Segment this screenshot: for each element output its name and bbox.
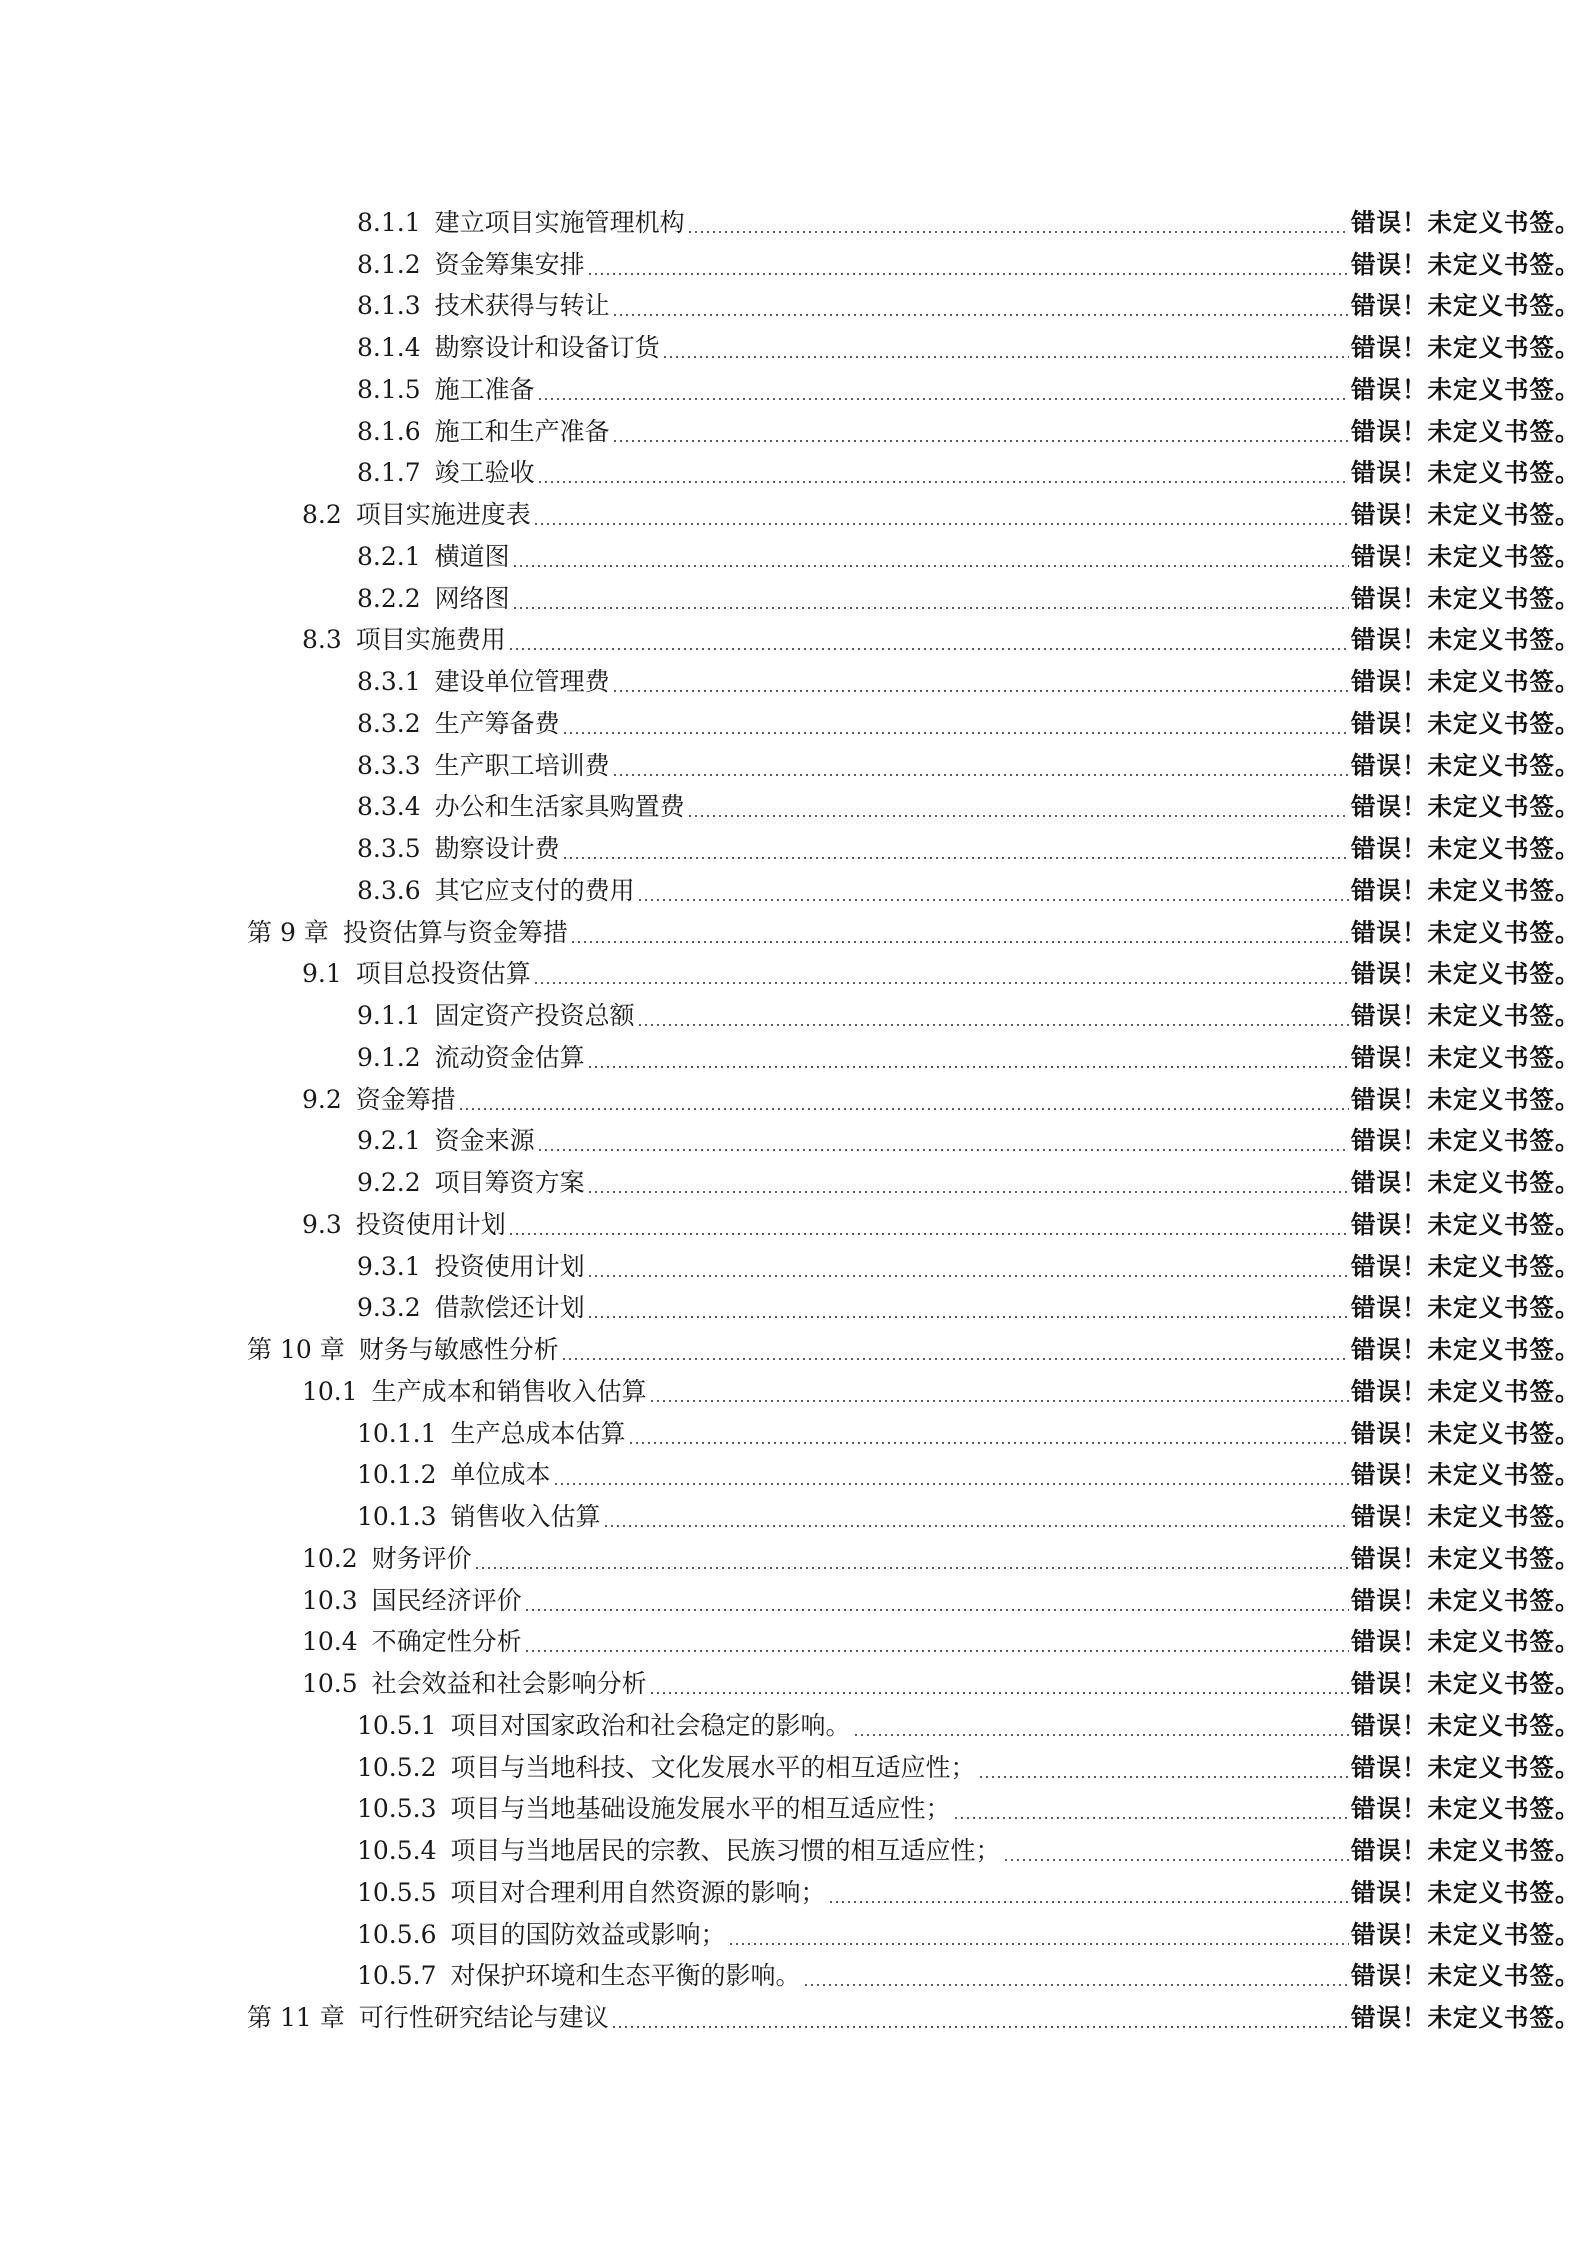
toc-dot-leader: [474, 1558, 1349, 1570]
toc-dot-leader: [570, 932, 1349, 944]
toc-entry-link[interactable]: [302, 1085, 456, 1115]
toc-entry-number: 10.5.2: [357, 1752, 437, 1782]
toc-entry-page-ref: 错误！未定义书签。: [1351, 959, 1581, 989]
toc-entry-number: 8.2.1: [357, 541, 421, 571]
toc-entry-number: 9.2: [302, 1084, 342, 1114]
toc-entry-page-ref: 错误！未定义书签。: [1351, 1543, 1581, 1573]
toc-entry-link[interactable]: [357, 1293, 585, 1323]
toc-entry-number: 8.3: [302, 625, 342, 655]
toc-entry-title: 施工准备: [434, 374, 535, 404]
toc-entry-title: 横道图: [434, 541, 510, 571]
toc-entry-link[interactable]: [247, 1335, 559, 1365]
toc-entry-page-ref: 错误！未定义书签。: [1351, 333, 1581, 363]
toc-entry-number: 8.1.5: [357, 374, 421, 404]
toc-entry-page-ref: 错误！未定义书签。: [1351, 1585, 1581, 1615]
toc-entry-page-ref: 错误！未定义书签。: [1351, 834, 1581, 864]
toc-dot-leader: [561, 1349, 1349, 1361]
toc-entry[interactable]: [0, 1246, 1594, 1288]
toc-entry[interactable]: [0, 536, 1594, 578]
toc-entry-title: 勘察设计费: [434, 834, 560, 864]
toc-dot-leader: [512, 598, 1349, 610]
toc-entry-title: 网络图: [434, 583, 510, 613]
toc-dot-leader: [662, 347, 1349, 359]
toc-dot-leader: [603, 1516, 1349, 1528]
toc-entry[interactable]: [0, 745, 1594, 787]
toc-entry-title: 建设单位管理费: [434, 667, 610, 697]
toc-entry-page-ref: 错误！未定义书签。: [1351, 541, 1581, 571]
toc-entry-link[interactable]: [357, 1001, 635, 1031]
toc-entry[interactable]: [0, 1455, 1594, 1497]
toc-entry-title: 项目实施费用: [355, 625, 506, 655]
toc-entry[interactable]: [0, 1496, 1594, 1538]
toc-entry-title: 生产职工培训费: [434, 750, 610, 780]
toc-dot-leader: [587, 1182, 1349, 1194]
toc-entry-number: 9.3.1: [357, 1251, 421, 1281]
toc-entry-title: 其它应支付的费用: [434, 875, 635, 905]
toc-entry-title: 可行性研究结论与建议: [358, 2003, 609, 2033]
toc-entry-title: 技术获得与转让: [434, 291, 610, 321]
toc-entry-page-ref: 错误！未定义书签。: [1351, 1460, 1581, 1490]
toc-entry-link[interactable]: [357, 584, 510, 614]
toc-entry-page-ref: 错误！未定义书签。: [1351, 1877, 1581, 1907]
toc-entry-number: 10.2: [302, 1543, 358, 1573]
toc-entry-title: 生产总成本估算: [450, 1418, 626, 1448]
toc-entry-page-ref: 错误！未定义书签。: [1351, 1627, 1581, 1657]
toc-entry-title: 财务与敏感性分析: [358, 1335, 559, 1365]
toc-entry-title: 项目与当地居民的宗教、民族习惯的相互适应性；: [450, 1836, 1001, 1866]
toc-entry-link[interactable]: [247, 918, 568, 948]
toc-dot-leader: [612, 765, 1349, 777]
toc-entry-link[interactable]: [302, 1627, 522, 1657]
toc-entry-title: 项目实施进度表: [355, 500, 531, 530]
toc-entry-page-ref: 错误！未定义书签。: [1351, 1042, 1581, 1072]
toc-entry-link[interactable]: [357, 1043, 585, 1073]
toc-dot-leader: [587, 264, 1349, 276]
toc-dot-leader: [803, 1975, 1349, 1987]
toc-entry-number: 10.3: [302, 1585, 358, 1615]
toc-entry-title: 投资使用计划: [434, 1251, 585, 1281]
toc-entry-number: 8.1.7: [357, 458, 421, 488]
toc-entry[interactable]: [0, 327, 1594, 369]
toc-entry-title: 项目总投资估算: [355, 959, 531, 989]
toc-dot-leader: [533, 514, 1349, 526]
toc-entry[interactable]: [0, 1872, 1594, 1914]
toc-entry-title: 项目与当地基础设施发展水平的相互适应性；: [450, 1794, 951, 1824]
toc-dot-leader: [649, 1683, 1349, 1695]
toc-entry-page-ref: 错误！未定义书签。: [1351, 458, 1581, 488]
toc-entry-title: 流动资金估算: [434, 1042, 585, 1072]
toc-entry-link[interactable]: [357, 1126, 535, 1156]
toc-entry-page-ref: 错误！未定义书签。: [1351, 1209, 1581, 1239]
toc-entry-number: 8.3.3: [357, 750, 421, 780]
toc-dot-leader: [612, 681, 1349, 693]
toc-entry-page-ref: 错误！未定义书签。: [1351, 625, 1581, 655]
toc-entry-link[interactable]: [357, 667, 610, 697]
toc-dot-leader: [611, 2017, 1349, 2029]
toc-entry-title: 办公和生活家具购置费: [434, 792, 685, 822]
toc-entry[interactable]: [0, 1371, 1594, 1413]
toc-entry-number: 8.2: [302, 500, 342, 530]
toc-entry-page-ref: 错误！未定义书签。: [1351, 291, 1581, 321]
toc-entry[interactable]: [0, 1747, 1594, 1789]
toc-dot-leader: [537, 1140, 1349, 1152]
toc-entry[interactable]: [0, 494, 1594, 536]
toc-entry-number: 8.1.1: [357, 207, 421, 237]
toc-entry-number: 8.1.4: [357, 333, 421, 363]
toc-entry-link[interactable]: [357, 1836, 1001, 1866]
toc-entry-title: 项目筹资方案: [434, 1168, 585, 1198]
toc-entry-link[interactable]: [302, 959, 531, 989]
toc-entry[interactable]: [0, 1162, 1594, 1204]
toc-entry-page-ref: 错误！未定义书签。: [1351, 667, 1581, 697]
toc-dot-leader: [537, 389, 1349, 401]
toc-entry[interactable]: [0, 1914, 1594, 1956]
toc-entry-link[interactable]: [357, 1419, 626, 1449]
toc-entry-number: 第 11 章: [247, 2003, 345, 2033]
toc-entry-link[interactable]: [302, 625, 506, 655]
toc-entry-number: 10.1.2: [357, 1460, 437, 1490]
toc-entry-page-ref: 错误！未定义书签。: [1351, 792, 1581, 822]
toc-entry-number: 9.1: [302, 959, 342, 989]
toc-entry[interactable]: [0, 995, 1594, 1037]
toc-entry-number: 9.3: [302, 1209, 342, 1239]
toc-entry-title: 项目对合理利用自然资源的影响；: [450, 1877, 826, 1907]
toc-entry[interactable]: [0, 411, 1594, 453]
toc-entry-link[interactable]: [357, 709, 560, 739]
toc-dot-leader: [687, 806, 1349, 818]
toc-entry-page-ref: 错误！未定义书签。: [1351, 1794, 1581, 1824]
toc-entry-page-ref: 错误！未定义书签。: [1351, 708, 1581, 738]
toc-entry-number: 8.3.5: [357, 834, 421, 864]
toc-entry-number: 10.5.3: [357, 1794, 437, 1824]
toc-dot-leader: [562, 848, 1349, 860]
toc-entry-page-ref: 错误！未定义书签。: [1351, 750, 1581, 780]
toc-entry-page-ref: 错误！未定义书签。: [1351, 1293, 1581, 1323]
toc-dot-leader: [587, 1057, 1349, 1069]
toc-entry-title: 勘察设计和设备订货: [434, 333, 660, 363]
toc-entry-page-ref: 错误！未定义书签。: [1351, 500, 1581, 530]
toc-entry-title: 项目与当地科技、文化发展水平的相互适应性；: [450, 1752, 976, 1782]
toc-entry-title: 对保护环境和生态平衡的影响。: [450, 1961, 801, 1991]
toc-entry-title: 社会效益和社会影响分析: [371, 1669, 647, 1699]
toc-entry-page-ref: 错误！未定义书签。: [1351, 1376, 1581, 1406]
toc-entry[interactable]: [0, 369, 1594, 411]
toc-entry-link[interactable]: [302, 1377, 647, 1407]
toc-entry-page-ref: 错误！未定义书签。: [1351, 1001, 1581, 1031]
toc-entry[interactable]: [0, 244, 1594, 286]
toc-entry-title: 生产成本和销售收入估算: [371, 1376, 647, 1406]
toc-dot-leader: [628, 1433, 1349, 1445]
toc-entry[interactable]: [0, 787, 1594, 829]
toc-dot-leader: [953, 1808, 1349, 1820]
toc-dot-leader: [637, 1015, 1349, 1027]
toc-dot-leader: [828, 1892, 1349, 1904]
toc-entry-page-ref: 错误！未定义书签。: [1351, 583, 1581, 613]
toc-dot-leader: [458, 1099, 1349, 1111]
toc-entry-page-ref: 错误！未定义书签。: [1351, 1710, 1581, 1740]
toc-entry-page-ref: 错误！未定义书签。: [1351, 249, 1581, 279]
toc-entry-title: 项目对国家政治和社会稳定的影响。: [450, 1710, 851, 1740]
toc-entry[interactable]: [0, 1956, 1594, 1998]
toc-entry[interactable]: [0, 828, 1594, 870]
toc-dot-leader: [553, 1474, 1349, 1486]
toc-entry-number: 9.1.1: [357, 1001, 421, 1031]
toc-entry-title: 单位成本: [450, 1460, 551, 1490]
toc-dot-leader: [612, 305, 1349, 317]
toc-entry-title: 资金来源: [434, 1126, 535, 1156]
toc-dot-leader: [853, 1725, 1349, 1737]
toc-entry-link[interactable]: [357, 876, 635, 906]
toc-dot-leader: [562, 723, 1349, 735]
toc-entry-number: 10.5.1: [357, 1710, 437, 1740]
toc-entry-title: 不确定性分析: [371, 1627, 522, 1657]
toc-dot-leader: [687, 222, 1349, 234]
toc-entry[interactable]: [0, 1580, 1594, 1622]
toc-dot-leader: [533, 973, 1349, 985]
toc-entry[interactable]: [0, 286, 1594, 328]
toc-entry-title: 生产筹备费: [434, 708, 560, 738]
toc-entry[interactable]: [0, 1037, 1594, 1079]
toc-entry[interactable]: [0, 1121, 1594, 1163]
toc-entry-page-ref: 错误！未定义书签。: [1351, 1502, 1581, 1532]
toc-dot-leader: [537, 472, 1349, 484]
toc-entry-link[interactable]: [357, 417, 610, 447]
toc-entry-title: 资金筹措: [355, 1084, 456, 1114]
toc-entry-number: 第 9 章: [247, 917, 329, 947]
toc-entry-number: 10.1.3: [357, 1502, 437, 1532]
toc-entry[interactable]: [0, 1705, 1594, 1747]
toc-entry-title: 资金筹集安排: [434, 249, 585, 279]
toc-entry[interactable]: [0, 620, 1594, 662]
toc-entry-number: 10.5.4: [357, 1836, 437, 1866]
toc-entry-number: 9.2.1: [357, 1126, 421, 1156]
toc-entry-page-ref: 错误！未定义书签。: [1351, 374, 1581, 404]
toc-entry[interactable]: [0, 1622, 1594, 1664]
toc-entry-page-ref: 错误！未定义书签。: [1351, 1669, 1581, 1699]
toc-entry[interactable]: [0, 1997, 1594, 2039]
toc-entry-link[interactable]: [357, 1794, 951, 1824]
toc-entry-title: 财务评价: [371, 1543, 472, 1573]
toc-entry-number: 10.4: [302, 1627, 358, 1657]
toc-entry-title: 国民经济评价: [371, 1585, 522, 1615]
toc-dot-leader: [637, 890, 1349, 902]
toc-entry-number: 10.5: [302, 1669, 358, 1699]
toc-entry-number: 8.1.6: [357, 416, 421, 446]
toc-entry-title: 施工和生产准备: [434, 416, 610, 446]
toc-entry-number: 8.3.4: [357, 792, 421, 822]
toc-entry-link[interactable]: [357, 291, 610, 321]
toc-entry-link[interactable]: [302, 1544, 472, 1574]
toc-entry[interactable]: [0, 1329, 1594, 1371]
toc-entry-title: 投资使用计划: [355, 1209, 506, 1239]
toc-dot-leader: [524, 1600, 1349, 1612]
toc-entry-page-ref: 错误！未定义书签。: [1351, 1919, 1581, 1949]
toc-entry-page-ref: 错误！未定义书签。: [1351, 1836, 1581, 1866]
toc-entry-page-ref: 错误！未定义书签。: [1351, 1752, 1581, 1782]
toc-entry[interactable]: [0, 661, 1594, 703]
toc-entry-link[interactable]: [247, 2003, 609, 2033]
toc-entry-link[interactable]: [357, 751, 610, 781]
toc-dot-leader: [512, 556, 1349, 568]
toc-entry[interactable]: [0, 1413, 1594, 1455]
toc-entry-link[interactable]: [302, 500, 531, 530]
toc-entry[interactable]: [0, 578, 1594, 620]
toc-entry-page-ref: 错误！未定义书签。: [1351, 1126, 1581, 1156]
toc-entry-number: 第 10 章: [247, 1335, 345, 1365]
toc-entry[interactable]: [0, 1789, 1594, 1831]
toc-entry-link[interactable]: [357, 792, 685, 822]
toc-dot-leader: [508, 1224, 1349, 1236]
toc-entry-number: 8.2.2: [357, 583, 421, 613]
toc-entry-page-ref: 错误！未定义书签。: [1351, 1084, 1581, 1114]
toc-entry[interactable]: [0, 870, 1594, 912]
toc-entry-number: 8.1.3: [357, 291, 421, 321]
toc-entry-link[interactable]: [357, 1252, 585, 1282]
toc-entry-title: 销售收入估算: [450, 1502, 601, 1532]
toc-entry-number: 10.5.7: [357, 1961, 437, 1991]
toc-entry[interactable]: [0, 954, 1594, 996]
table-of-contents: [0, 202, 1594, 2039]
toc-entry-link[interactable]: [357, 1753, 976, 1783]
toc-entry-number: 8.1.2: [357, 249, 421, 279]
toc-entry-number: 9.2.2: [357, 1168, 421, 1198]
toc-entry-title: 建立项目实施管理机构: [434, 207, 685, 237]
toc-entry[interactable]: [0, 1538, 1594, 1580]
toc-entry-link[interactable]: [302, 1586, 522, 1616]
toc-entry-page-ref: 错误！未定义书签。: [1351, 875, 1581, 905]
toc-entry-number: 10.1.1: [357, 1418, 437, 1448]
toc-entry-page-ref: 错误！未定义书签。: [1351, 416, 1581, 446]
toc-entry-title: 项目的国防效益或影响；: [450, 1919, 726, 1949]
toc-entry[interactable]: [0, 1288, 1594, 1330]
toc-entry-link[interactable]: [357, 542, 510, 572]
toc-entry-link[interactable]: [357, 1168, 585, 1198]
toc-entry[interactable]: [0, 703, 1594, 745]
toc-entry-number: 10.5.5: [357, 1877, 437, 1907]
toc-entry[interactable]: [0, 202, 1594, 244]
toc-entry-link[interactable]: [357, 1502, 601, 1532]
toc-dot-leader: [649, 1391, 1349, 1403]
toc-entry-link[interactable]: [357, 458, 535, 488]
toc-entry[interactable]: [0, 1830, 1594, 1872]
toc-entry[interactable]: [0, 1663, 1594, 1705]
toc-entry[interactable]: [0, 453, 1594, 495]
toc-dot-leader: [978, 1767, 1349, 1779]
toc-entry-page-ref: 错误！未定义书签。: [1351, 1168, 1581, 1198]
toc-dot-leader: [612, 431, 1349, 443]
toc-entry-link[interactable]: [357, 834, 560, 864]
toc-entry[interactable]: [0, 912, 1594, 954]
toc-entry-link[interactable]: [357, 208, 685, 238]
toc-entry-link[interactable]: [357, 1711, 851, 1741]
toc-entry-link[interactable]: [357, 250, 585, 280]
toc-entry-title: 竣工验收: [434, 458, 535, 488]
toc-dot-leader: [1003, 1850, 1349, 1862]
toc-entry-number: 8.3.2: [357, 708, 421, 738]
toc-entry-number: 8.3.6: [357, 875, 421, 905]
toc-entry-title: 固定资产投资总额: [434, 1001, 635, 1031]
toc-entry-page-ref: 错误！未定义书签。: [1351, 2003, 1581, 2033]
toc-entry-link[interactable]: [302, 1669, 647, 1699]
toc-entry[interactable]: [0, 1079, 1594, 1121]
toc-entry[interactable]: [0, 1204, 1594, 1246]
toc-dot-leader: [508, 639, 1349, 651]
toc-entry-number: 8.3.1: [357, 667, 421, 697]
toc-dot-leader: [587, 1307, 1349, 1319]
toc-dot-leader: [524, 1641, 1349, 1653]
toc-entry-page-ref: 错误！未定义书签。: [1351, 1418, 1581, 1448]
toc-dot-leader: [728, 1934, 1349, 1946]
toc-entry-page-ref: 错误！未定义书签。: [1351, 1251, 1581, 1281]
toc-entry-link[interactable]: [357, 1920, 726, 1950]
toc-entry-page-ref: 错误！未定义书签。: [1351, 917, 1581, 947]
toc-entry-page-ref: 错误！未定义书签。: [1351, 1335, 1581, 1365]
toc-entry-link[interactable]: [357, 375, 535, 405]
toc-entry-page-ref: 错误！未定义书签。: [1351, 207, 1581, 237]
toc-entry-number: 9.3.2: [357, 1293, 421, 1323]
toc-entry-link[interactable]: [357, 1878, 826, 1908]
toc-entry-number: 10.1: [302, 1376, 358, 1406]
toc-entry-number: 9.1.2: [357, 1042, 421, 1072]
toc-dot-leader: [587, 1266, 1349, 1278]
toc-entry-title: 借款偿还计划: [434, 1293, 585, 1323]
toc-entry-link[interactable]: [302, 1210, 506, 1240]
toc-entry-link[interactable]: [357, 1460, 551, 1490]
toc-entry-link[interactable]: [357, 1961, 801, 1991]
toc-entry-number: 10.5.6: [357, 1919, 437, 1949]
toc-entry-page-ref: 错误！未定义书签。: [1351, 1961, 1581, 1991]
toc-entry-link[interactable]: [357, 333, 660, 363]
toc-entry-title: 投资估算与资金筹措: [342, 917, 568, 947]
